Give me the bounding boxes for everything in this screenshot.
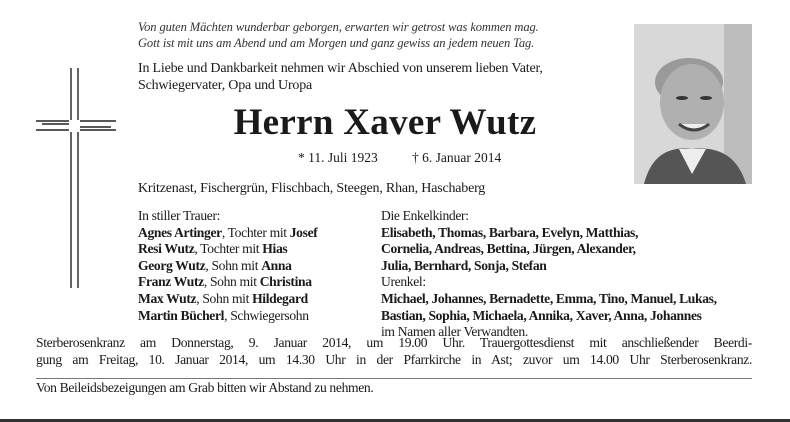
deceased-name: Herrn Xaver Wutz [233,102,537,143]
mourner-entry [138,308,317,325]
mourner-relation: , Tochter mit [221,224,290,240]
mourner-name: Franz Wutz [138,274,204,290]
mourner-partner: Christina [259,274,312,290]
condolence-note: Von Beileidsbezeigungen am Grab bitten wir Abstand zu nehmen. [36,380,374,395]
mourner-partner: Josef [289,224,318,240]
places: Kritzenast, Fischergrün, Flischbach, Steegen, Rhan, Haschaberg [138,181,486,196]
service-info [36,335,752,369]
mourner-relation: , Sohn mit [205,257,262,273]
divider [36,378,752,379]
mourner-name: Resi Wutz [138,241,195,257]
intro-text [138,61,543,94]
mourner-entry [138,274,317,291]
closing-line: im Namen aller Verwandten. [381,324,528,340]
great-grandchildren-heading: Urenkel: [381,274,426,290]
mourner-relation: , Sohn mit [203,274,260,290]
grandchildren-line: Cornelia, Andreas, Bettina, Jürgen, Alexander, [381,241,636,257]
mourner-partner: Hildegard [252,290,308,306]
great-grandchildren-line: Michael, Johannes, Bernadette, Emma, Tino, Manuel, Lukas, [381,290,717,306]
mourner-entry [138,225,317,242]
mourner-name: Georg Wutz [138,257,206,273]
mourner-name: Agnes Artinger [138,224,222,240]
quote [138,19,539,51]
mourner-relation: , Sohn mit [196,290,253,306]
mourners-list [138,208,317,324]
quote-line: Gott ist mit uns am Abend und am Morgen und ganz gewiss an jedem neuen Tag. [138,36,535,50]
death-date: † 6. Januar 2014 [412,150,502,165]
mourner-entry [138,241,317,258]
mourner-entry [138,258,317,275]
mourner-partner: Hias [262,241,288,257]
birth-date: * 11. Juli 1923 [298,150,378,165]
grandchildren-line: Elisabeth, Thomas, Barbara, Evelyn, Matthias, [381,224,639,240]
cross-icon [36,68,118,290]
mourner-name: Max Wutz [138,290,197,306]
mourner-name: Martin Bücherl [138,307,225,323]
grandchildren-list [381,208,717,341]
mourner-partner: Anna [261,257,292,273]
mourner-relation: , Schwiegersohn [224,307,309,323]
grandchildren-heading: Die Enkelkinder: [381,208,469,223]
portrait-photo [634,24,752,184]
mourner-relation: , Tochter mit [194,241,263,257]
service-line: Sterberosenkranz am Donnerstag, 9. Januar 2014, um 19.00 Uhr. Trauergottesdienst mit anschließender Beerdi- [36,335,752,350]
portrait-image [634,24,752,184]
mourners-heading: In stiller Trauer: [138,208,221,223]
intro-line: In Liebe und Dankbarkeit nehmen wir Abschied von unserem lieben Vater, [138,61,543,76]
intro-line: Schwiegervater, Opa und Uropa [138,77,313,93]
quote-line: Von guten Mächten wunderbar geborgen, erwarten wir getrost was kommen mag. [138,20,539,34]
mourner-entry [138,291,317,308]
grandchildren-line: Julia, Bernhard, Sonja, Stefan [381,257,547,273]
service-line: gung am Freitag, 10. Januar 2014, um 14.30 Uhr in der Pfarrkirche in Ast; zuvor um 14.00 Uhr Sterberosenkranz. [36,351,752,367]
great-grandchildren-line: Bastian, Sophia, Michaela, Annika, Xaver, Anna, Johannes [381,307,702,323]
